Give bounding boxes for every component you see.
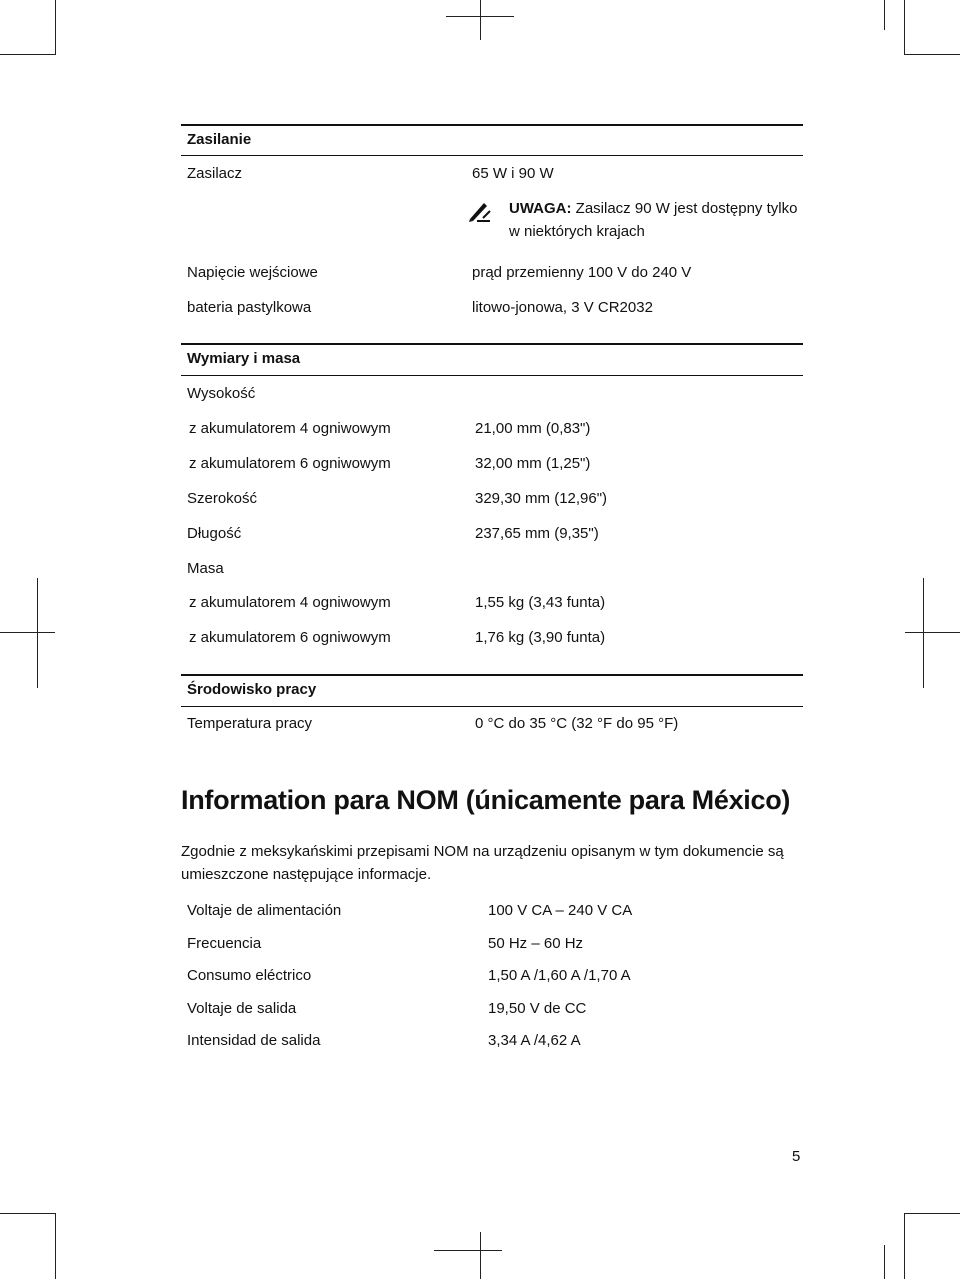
section-title-dimensions: Wymiary i masa: [187, 350, 301, 367]
mass-6cell-value: 1,76 kg (3,90 funta): [475, 629, 606, 646]
section-title-power: Zasilanie: [187, 131, 252, 148]
operating-temp-value: 0 °C do 35 °C (32 °F do 95 °F): [475, 715, 679, 732]
nom-row-value: 100 V CA – 240 V CA: [488, 902, 633, 919]
height-6cell-label: z akumulatorem 6 ogniwowym: [189, 455, 391, 472]
operating-temp-label: Temperatura pracy: [187, 715, 313, 732]
length-label: Długość: [187, 525, 242, 542]
mass-label: Masa: [187, 560, 224, 577]
coin-battery-value: litowo-jonowa, 3 V CR2032: [472, 299, 653, 316]
nom-row-label: Voltaje de alimentación: [187, 902, 342, 919]
section-rule-top: [181, 674, 803, 676]
nom-row-value: 1,50 A /1,60 A /1,70 A: [488, 967, 631, 984]
width-label: Szerokość: [187, 490, 258, 507]
nom-row-label: Consumo eléctrico: [187, 967, 312, 984]
width-value: 329,30 mm (12,96"): [475, 490, 608, 507]
mass-6cell-label: z akumulatorem 6 ogniwowym: [189, 629, 391, 646]
note-pencil-icon: [468, 199, 492, 223]
section-rule-bottom: [181, 375, 803, 376]
nom-row-label: Intensidad de salida: [187, 1032, 321, 1049]
section-rule-bottom: [181, 706, 803, 707]
adapter-value: 65 W i 90 W: [472, 165, 554, 182]
height-4cell-value: 21,00 mm (0,83"): [475, 420, 591, 437]
section-rule-top: [181, 343, 803, 345]
height-6cell-value: 32,00 mm (1,25"): [475, 455, 591, 472]
height-label: Wysokość: [187, 385, 256, 402]
nom-row-label: Voltaje de salida: [187, 1000, 297, 1017]
input-voltage-label: Napięcie wejściowe: [187, 264, 318, 281]
nom-row-value: 19,50 V de CC: [488, 1000, 587, 1017]
input-voltage-value: prąd przemienny 100 V do 240 V: [472, 264, 692, 281]
nom-row-value: 3,34 A /4,62 A: [488, 1032, 581, 1049]
note-line-2: w niektórych krajach: [509, 223, 645, 240]
note-prefix: UWAGA:: [509, 200, 572, 217]
page-number: 5: [792, 1148, 801, 1165]
section-rule-bottom: [181, 155, 803, 156]
note-line-1: [509, 200, 797, 218]
nom-paragraph: Zgodnie z meksykańskimi przepisami NOM na urządzeniu opisanym w tym dokumencie są umieszczone następujące informacje.: [181, 843, 784, 883]
section-title-environment: Środowisko pracy: [187, 681, 317, 698]
nom-row-label: Frecuencia: [187, 935, 262, 952]
nom-row-value: 50 Hz – 60 Hz: [488, 935, 584, 952]
mass-4cell-label: z akumulatorem 4 ogniwowym: [189, 594, 391, 611]
coin-battery-label: bateria pastylkowa: [187, 299, 312, 316]
length-value: 237,65 mm (9,35"): [475, 525, 599, 542]
height-4cell-label: z akumulatorem 4 ogniwowym: [189, 420, 391, 437]
note-text: Zasilacz 90 W jest dostępny tylko: [571, 200, 798, 217]
adapter-label: Zasilacz: [187, 165, 243, 182]
mass-4cell-value: 1,55 kg (3,43 funta): [475, 594, 606, 611]
section-rule-top: [181, 124, 803, 126]
nom-heading: Information para NOM (únicamente para México): [181, 785, 791, 815]
